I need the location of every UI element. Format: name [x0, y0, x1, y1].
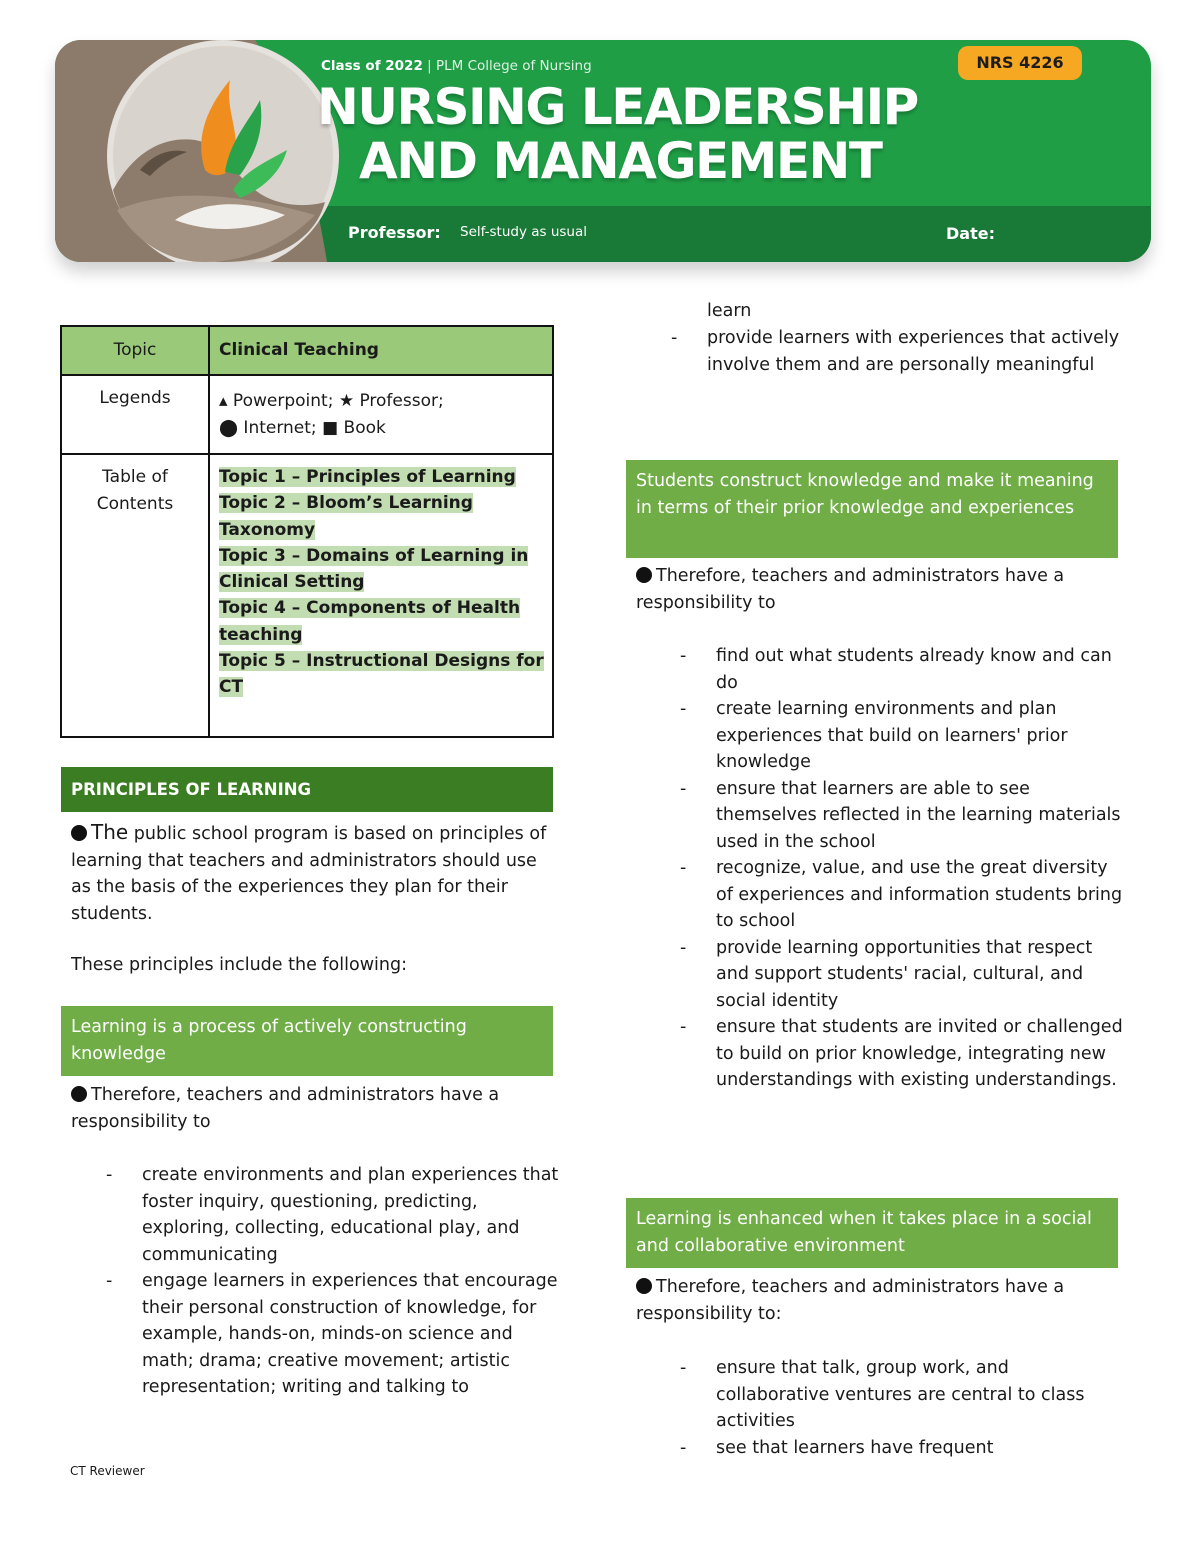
- section1-list-continued: [707, 325, 1127, 378]
- list-item: - ensure that learners are able to see themselves reflected in the learning materials used in the school: [716, 776, 1126, 856]
- class-line: Class of 2022 | PLM College of Nursing: [321, 58, 592, 74]
- section3-heading: Learning is enhanced when it takes place in a social and collaborative environment: [626, 1198, 1118, 1268]
- topic-label: Topic: [113, 340, 157, 360]
- list-item: - provide learning opportunities that respect and support students' racial, cultural, and social identity: [716, 935, 1126, 1015]
- toc-item[interactable]: Topic 5 – Instructional Designs for CT: [219, 651, 544, 698]
- section2-list: [716, 643, 1126, 1094]
- toc-item[interactable]: Topic 1 – Principles of Learning: [219, 467, 516, 487]
- bullet-dot-icon: [636, 567, 652, 583]
- legends-label: Legends: [99, 388, 171, 408]
- principles-intro: [71, 819, 551, 927]
- professor-label: Professor:: [348, 223, 441, 242]
- bullet-dot-icon: [71, 1086, 87, 1102]
- list-item: - provide learners with experiences that actively involve them and are personally meaningful: [707, 325, 1127, 378]
- section1-list: [142, 1162, 560, 1401]
- document-header: [55, 40, 1151, 262]
- contents-label: Table of Contents: [96, 467, 174, 514]
- title-line-2: AND MANAGEMENT: [359, 132, 882, 190]
- table-column-divider: [208, 327, 210, 736]
- list-item: - find out what students already know and can do: [716, 643, 1126, 696]
- list-item: - recognize, value, and use the great diversity of experiences and information students bring to school: [716, 855, 1126, 935]
- title-line-1: NURSING LEADERSHIP: [317, 78, 918, 136]
- section2-heading: Students construct knowledge and make it meaning in terms of their prior knowledge and experiences: [626, 460, 1118, 558]
- legends-value: [219, 388, 544, 442]
- nursing-flame-logo: [55, 40, 345, 262]
- section3-list: [716, 1355, 1126, 1461]
- continued-word: learn: [707, 301, 752, 321]
- toc-item[interactable]: Topic 2 – Bloom’s Learning Taxonomy: [219, 493, 473, 540]
- section3-lead: Therefore, teachers and administrators have a responsibility to:: [636, 1277, 1065, 1324]
- course-code-badge: NRS 4226: [958, 46, 1082, 80]
- list-item: - engage learners in experiences that encourage their personal construction of knowledge, for example, hands-on, minds-on science and math; drama; creative movement; artistic representation; writing and talking to: [142, 1268, 560, 1401]
- list-item: - ensure that talk, group work, and collaborative ventures are central to class activities: [716, 1355, 1126, 1435]
- bullet-dot-icon: [636, 1278, 652, 1294]
- legends-line-1: ▴ Powerpoint; ★ Professor;: [219, 391, 444, 411]
- toc-item[interactable]: Topic 4 – Components of Health teaching: [219, 598, 521, 645]
- table-row-divider: [62, 453, 552, 455]
- topic-value: Clinical Teaching: [219, 340, 379, 360]
- footer-text: CT Reviewer: [70, 1464, 145, 1478]
- table-row-divider: [62, 374, 552, 376]
- section1-heading: Learning is a process of actively constructing knowledge: [61, 1006, 553, 1076]
- page-title: [317, 80, 918, 188]
- list-item: - see that learners have frequent: [716, 1435, 1126, 1462]
- bullet-dot-icon: [71, 825, 87, 841]
- list-item: - create learning environments and plan experiences that build on learners' prior knowledge: [716, 696, 1126, 776]
- principles-include: These principles include the following:: [71, 955, 407, 975]
- legends-line-2: ⬤ Internet; ■ Book: [219, 418, 386, 438]
- section1-lead: Therefore, teachers and administrators have a responsibility to: [71, 1085, 500, 1132]
- list-item: - ensure that students are invited or challenged to build on prior knowledge, integrating new understandings with existing understandings.: [716, 1014, 1126, 1094]
- intro-rest: public school program is based on principles of learning that teachers and administrators should use as the basis of the experiences they plan for their students.: [71, 824, 547, 924]
- date-label: Date:: [946, 224, 995, 243]
- contents-list: [219, 464, 544, 701]
- professor-value: Self-study as usual: [460, 224, 588, 240]
- section2-lead: Therefore, teachers and administrators have a responsibility to: [636, 566, 1065, 613]
- principles-heading: PRINCIPLES OF LEARNING: [61, 767, 553, 812]
- list-item: - create environments and plan experiences that foster inquiry, questioning, predicting, exploring, collecting, educational play, and communicating: [142, 1162, 560, 1268]
- topic-table: [60, 325, 554, 738]
- toc-item[interactable]: Topic 3 – Domains of Learning in Clinical Setting: [219, 545, 529, 593]
- intro-the: The: [91, 820, 129, 844]
